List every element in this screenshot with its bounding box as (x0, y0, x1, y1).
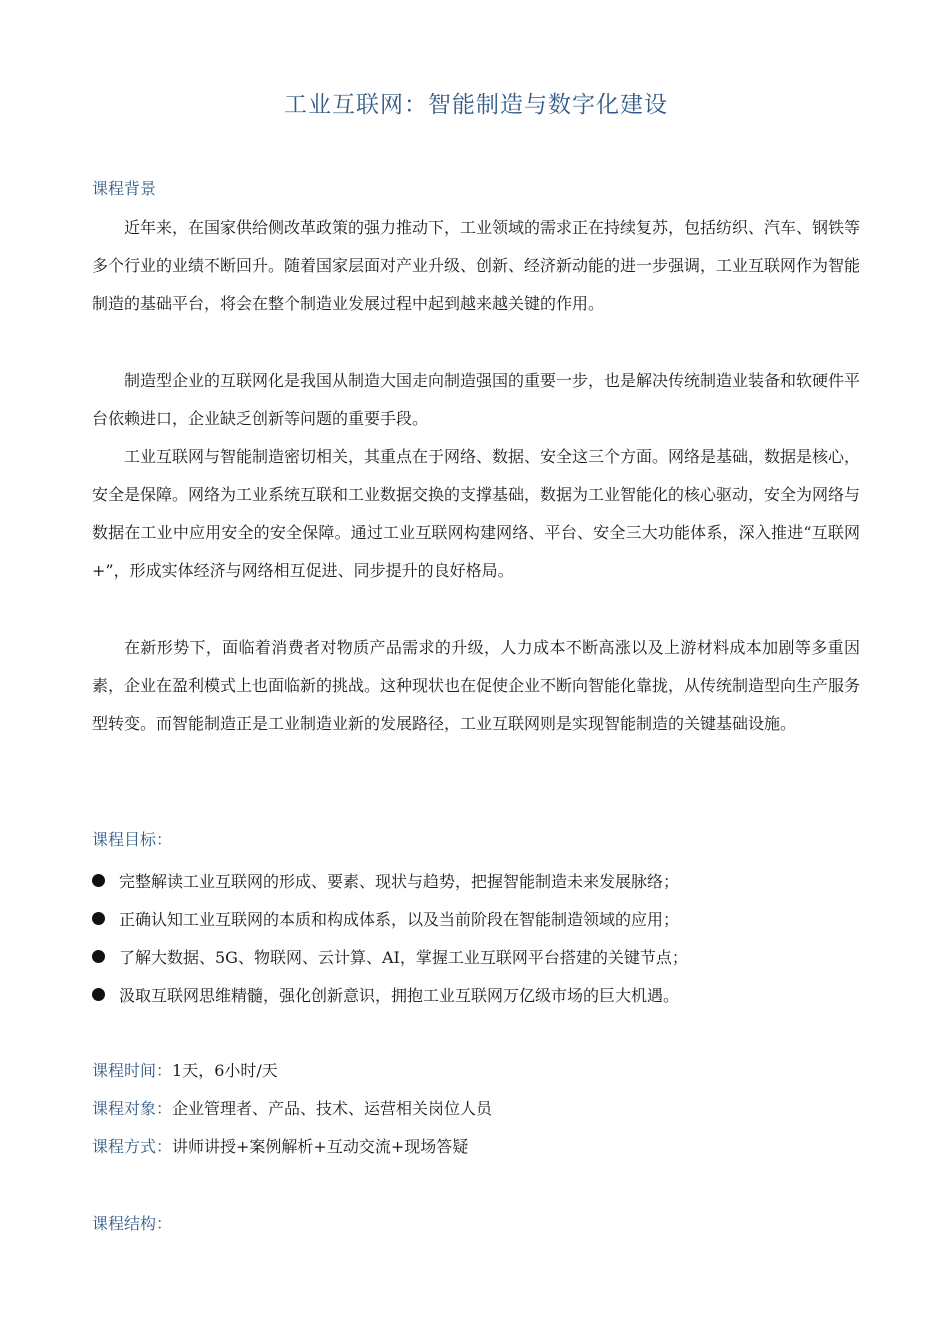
background-paragraph-1: 近年来，在国家供给侧改革政策的强力推动下，工业领域的需求正在持续复苏，包括纺织、汽车、钢铁等多个行业的业绩不断回升。随着国家层面对产业升级、创新、经济新动能的进一步强调，工业互联网作为智能制造的基础平台，将会在整个制造业发展过程中起到越来越关键的作用。 (92, 218, 861, 313)
section-heading-structure: 课程结构： (92, 1214, 173, 1233)
goal-item (92, 899, 860, 937)
goal-text: 汲取互联网思维精髓，强化创新意识，拥抱工业互联网万亿级市场的巨大机遇。 (119, 985, 680, 1005)
course-time-value: 1天，6小时/天 (172, 1061, 278, 1080)
bullet-icon (92, 950, 105, 963)
bullet-icon (92, 912, 105, 925)
course-time-row (92, 1057, 278, 1085)
goal-text: 正确认知工业互联网的本质和构成体系，以及当前阶段在智能制造领域的应用； (119, 909, 680, 929)
course-method-row (92, 1133, 468, 1161)
background-paragraph-2: 制造型企业的互联网化是我国从制造大国走向制造强国的重要一步，也是解决传统制造业装备和软硬件平台依赖进口，企业缺乏创新等问题的重要手段。 (92, 371, 861, 428)
background-paragraph-3: 工业互联网与智能制造密切相关，其重点在于网络、数据、安全这三个方面。网络是基础，数据是核心，安全是保障。网络为工业系统互联和工业数据交换的支撑基础，数据为工业智能化的核心驱动，安全为网络与数据在工业中应用安全的安全保障。通过工业互联网构建网络、平台、安全三大功能体系，深入推进“互联网+”，形成实体经济与网络相互促进、同步提升的良好格局。 (92, 447, 861, 580)
course-method-value: 讲师讲授+案例解析+互动交流+现场答疑 (172, 1137, 469, 1156)
goals-list (92, 861, 860, 1013)
document-title: 工业互联网：智能制造与数字化建设 (284, 92, 668, 118)
goal-item (92, 937, 860, 975)
course-audience-row (92, 1095, 492, 1123)
section-heading-goals: 课程目标： (92, 830, 173, 849)
course-method-label: 课程方式： (92, 1137, 173, 1156)
goal-text: 完整解读工业互联网的形成、要素、现状与趋势，把握智能制造未来发展脉络； (119, 871, 680, 891)
bullet-icon (92, 874, 105, 887)
bullet-icon (92, 988, 105, 1001)
course-audience-value: 企业管理者、产品、技术、运营相关岗位人员 (172, 1099, 493, 1118)
course-time-label: 课程时间： (92, 1061, 173, 1080)
background-paragraph-4: 在新形势下，面临着消费者对物质产品需求的升级，人力成本不断高涨以及上游材料成本加剧等多重因素，企业在盈利模式上也面临新的挑战。这种现状也在促使企业不断向智能化靠拢，从传统制造型向生产服务型转变。而智能制造正是工业制造业新的发展路径，工业互联网则是实现智能制造的关键基础设施。 (92, 638, 861, 733)
goal-text: 了解大数据、5G、物联网、云计算、AI，掌握工业互联网平台搭建的关键节点； (119, 947, 688, 967)
goal-item (92, 975, 860, 1013)
section-heading-background: 课程背景 (92, 179, 157, 198)
course-audience-label: 课程对象： (92, 1099, 173, 1118)
goal-item (92, 861, 860, 899)
